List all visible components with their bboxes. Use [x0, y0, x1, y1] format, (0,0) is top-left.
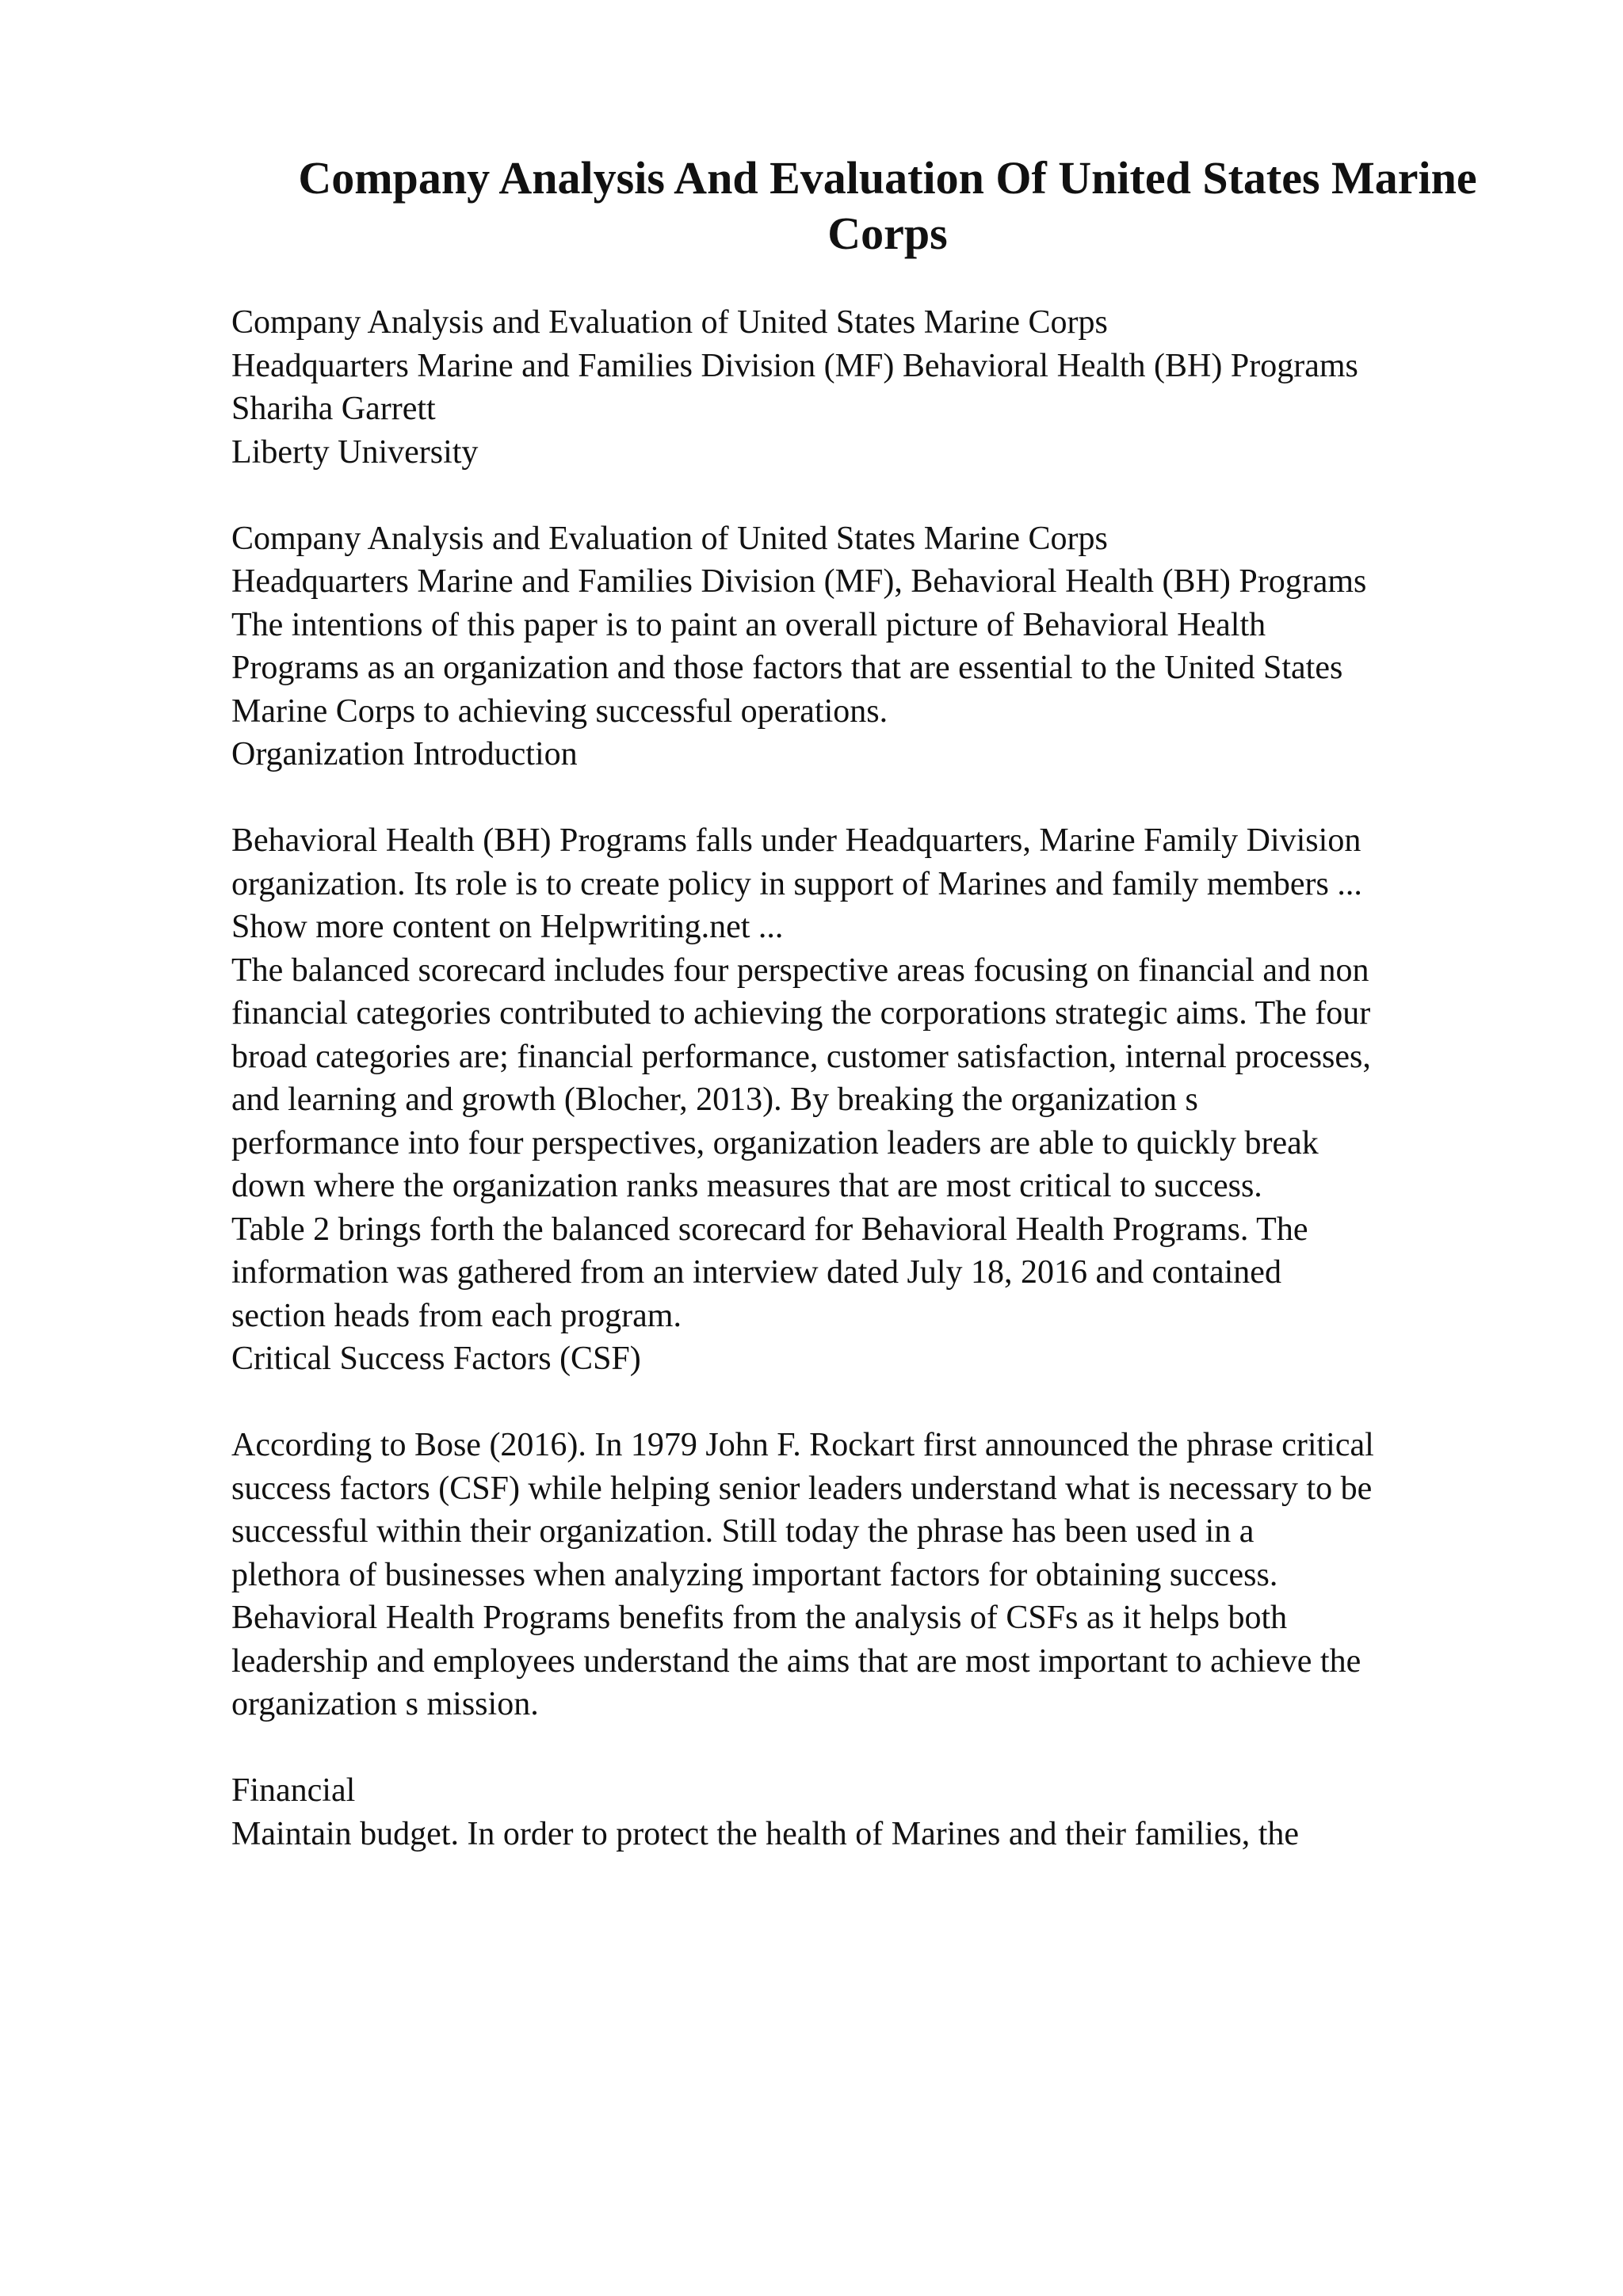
text-line: Marine Corps to achieving successful operations. [231, 692, 888, 730]
text-line: financial categories contributed to achieving the corporations strategic aims. The four [231, 995, 1371, 1032]
text-line: down where the organization ranks measures that are most critical to success. [231, 1168, 1262, 1204]
text-line: Maintain budget. In order to protect the health of Marines and their families, the [231, 1815, 1300, 1852]
text-line: Headquarters Marine and Families Division (MF) Behavioral Health (BH) Programs [231, 347, 1358, 384]
text-line: section heads from each program. [231, 1297, 682, 1334]
title-line: Company Analysis And Evaluation Of United States Marine [298, 152, 1477, 204]
text-line: success factors (CSF) while helping senior leaders understand what is necessary to be [231, 1470, 1373, 1507]
text-line: Critical Success Factors (CSF) [231, 1341, 641, 1377]
text-line: Show more content on Helpwriting.net ... [231, 909, 784, 945]
text-line: Behavioral Health (BH) Programs falls under Headquarters, Marine Family Division [231, 822, 1361, 859]
text-line: Shariha Garrett [231, 391, 436, 427]
text-line: leadership and employees understand the aims that are most important to achieve the [231, 1642, 1361, 1680]
blank-line [231, 776, 1594, 820]
blank-line [231, 474, 1594, 517]
text-line: Organization Introduction [231, 736, 578, 772]
title-line: Corps [827, 208, 948, 259]
text-line: Company Analysis and Evaluation of United States Marine Corps [231, 304, 1108, 341]
blank-line [231, 1726, 1594, 1770]
text-line: Programs as an organization and those factors that are essential to the United States [231, 650, 1343, 686]
text-line: broad categories are; financial performance, customer satisfaction, internal processes, [231, 1038, 1371, 1075]
text-line: The intentions of this paper is to paint an overall picture of Behavioral Health [231, 606, 1266, 643]
document-body [231, 301, 1594, 1855]
text-line: The balanced scorecard includes four perspective areas focusing on financial and non [231, 952, 1369, 989]
text-line: organization. Its role is to create policy in support of Marines and family members ... [231, 865, 1362, 902]
text-line: successful within their organization. Still today the phrase has been used in a [231, 1513, 1254, 1550]
text-line: Table 2 brings forth the balanced scorecard for Behavioral Health Programs. The [231, 1211, 1308, 1248]
text-line: and learning and growth (Blocher, 2013). By breaking the organization s [231, 1081, 1198, 1118]
text-line: Liberty University [231, 433, 479, 471]
text-line: performance into four perspectives, organization leaders are able to quickly break [231, 1124, 1319, 1161]
text-line: information was gathered from an interview dated July 18, 2016 and contained [231, 1254, 1281, 1291]
document-title [206, 151, 1569, 261]
text-line: Company Analysis and Evaluation of United States Marine Corps [231, 520, 1108, 557]
text-line: According to Bose (2016). In 1979 John F. Rockart first announced the phrase critical [231, 1427, 1374, 1463]
text-line: organization s mission. [231, 1686, 539, 1722]
blank-line [231, 1381, 1594, 1425]
text-line: Headquarters Marine and Families Division (MF), Behavioral Health (BH) Programs [231, 563, 1367, 600]
text-line: plethora of businesses when analyzing important factors for obtaining success. [231, 1556, 1278, 1593]
text-line: Behavioral Health Programs benefits from the analysis of CSFs as it helps both [231, 1600, 1288, 1636]
text-line: Financial [231, 1772, 356, 1809]
